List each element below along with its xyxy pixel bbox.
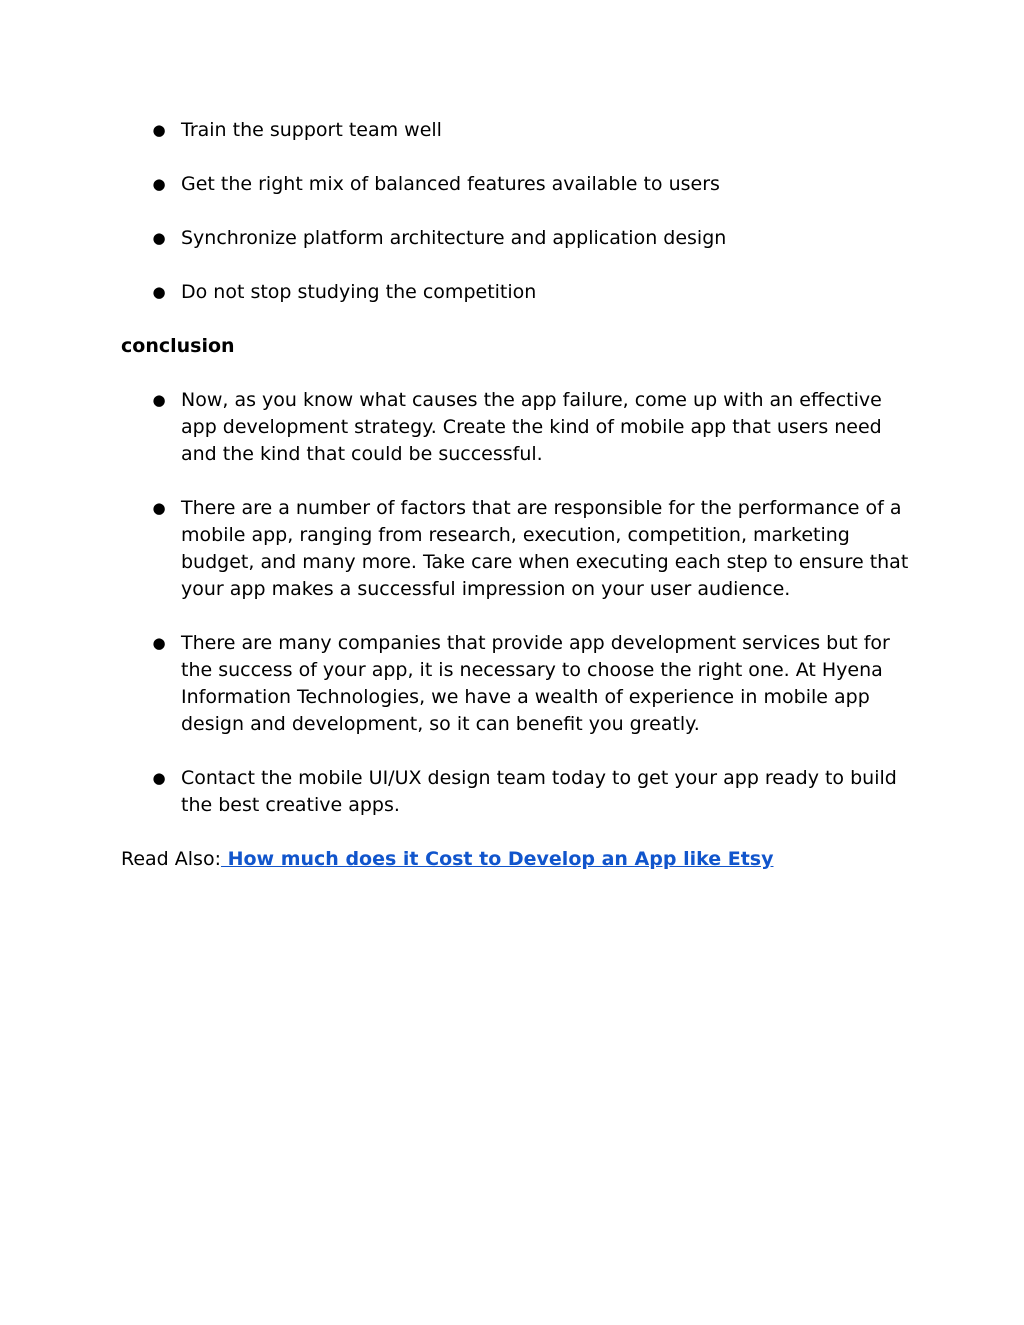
tips-list: [121, 117, 911, 306]
list-item-text: Synchronize platform architecture and application design: [181, 227, 727, 249]
read-also-label: Read Also:: [121, 848, 221, 870]
conclusion-list: [121, 387, 911, 819]
list-item-text: There are a number of factors that are responsible for the performance of a mobile app, ranging from research, execution, competition, marketing budget, and many more. Take care when executing each step to ensure that your app makes a successful impression on your user audience.: [181, 497, 909, 600]
bullet-icon: ●: [152, 283, 166, 301]
list-item: [121, 279, 911, 306]
list-item-text: There are many companies that provide app development services but for the success of your app, it is necessary to choose the right one. At Hyena Information Technologies, we have a wealth of experience in mobile app design and development, so it can benefit you greatly.: [181, 632, 890, 735]
list-item-text: Do not stop studying the competition: [181, 281, 537, 303]
bullet-icon: ●: [152, 634, 166, 652]
bullet-icon: ●: [152, 175, 166, 193]
read-also-line: [121, 846, 911, 873]
bullet-icon: ●: [152, 499, 166, 517]
bullet-icon: ●: [152, 229, 166, 247]
bullet-icon: ●: [152, 391, 166, 409]
list-item-text: Train the support team well: [181, 119, 442, 141]
list-item: [121, 765, 911, 819]
list-item: [121, 495, 911, 603]
bullet-icon: ●: [152, 121, 166, 139]
list-item-text: Now, as you know what causes the app failure, come up with an effective app development strategy. Create the kind of mobile app that users need and the kind that could be successful.: [181, 389, 882, 465]
list-item: [121, 225, 911, 252]
list-item-text: Get the right mix of balanced features available to users: [181, 173, 720, 195]
list-item-text: Contact the mobile UI/UX design team today to get your app ready to build the best creative apps.: [181, 767, 897, 816]
list-item: [121, 171, 911, 198]
conclusion-heading: conclusion: [121, 335, 235, 357]
bullet-icon: ●: [152, 769, 166, 787]
read-also-link[interactable]: How much does it Cost to Develop an App like Etsy: [220, 848, 774, 870]
list-item: [121, 630, 911, 738]
list-item: [121, 387, 911, 468]
document-body: [121, 117, 911, 873]
list-item: [121, 117, 911, 144]
